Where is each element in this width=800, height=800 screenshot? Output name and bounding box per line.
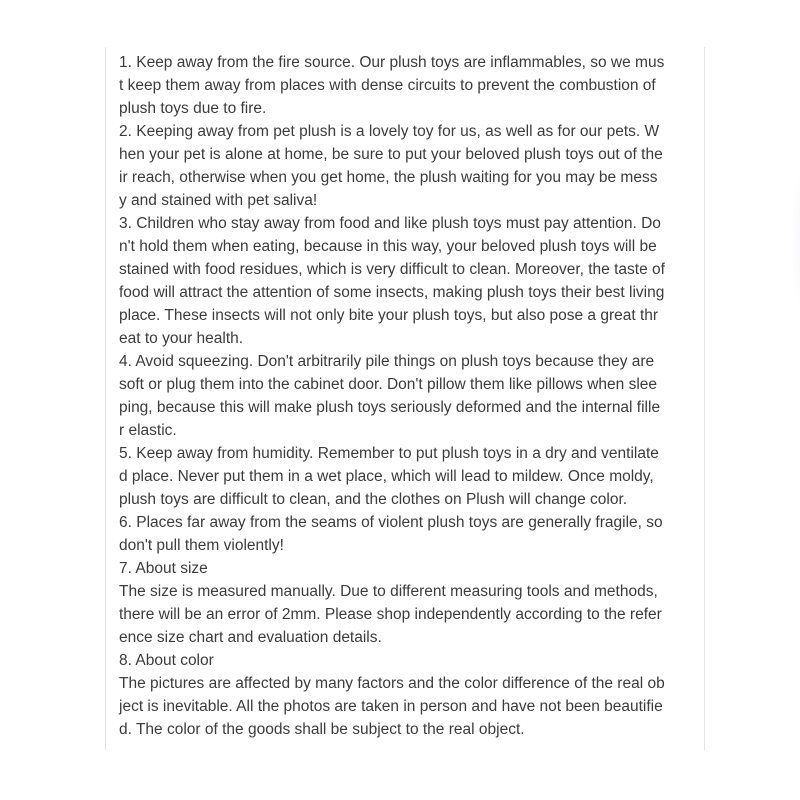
text-line: 1. Keep away from the fire source. Our plush toys are inflammables, so we mus [119,54,665,71]
text-line: ence size chart and evaluation details. [119,629,382,646]
text-line: n't hold them when eating, because in this way, your beloved plush toys will be [119,238,657,255]
right-divider [704,47,705,750]
left-divider [105,47,106,750]
text-line: The pictures are affected by many factors and the color difference of the real ob [119,675,665,692]
text-line: plush toys due to fire. [119,100,267,117]
text-line: t keep them away from places with dense circuits to prevent the combustion of [119,77,656,94]
text-line: d place. Never put them in a wet place, which will lead to mildew. Once moldy, [119,468,654,485]
text-line: food will attract the attention of some insects, making plush toys their best living [119,284,665,301]
text-line: 3. Children who stay away from food and like plush toys must pay attention. Do [119,215,661,232]
description-text [119,51,697,741]
text-line: hen your pet is alone at home, be sure to put your beloved plush toys out of the [119,146,663,163]
text-line: 2. Keeping away from pet plush is a lovely toy for us, as well as for our pets. W [119,123,660,140]
text-line: there will be an error of 2mm. Please shop independently according to the refer [119,606,662,623]
text-line: don't pull them violently! [119,537,284,554]
text-line: stained with food residues, which is very difficult to clean. Moreover, the taste of [119,261,665,278]
text-line: soft or plug them into the cabinet door. Don't pillow them like pillows when slee [119,376,657,393]
text-line: 7. About size [119,560,208,577]
text-line: ject is inevitable. All the photos are taken in person and have not been beautifie [119,698,663,715]
text-line: ping, because this will make plush toys seriously deformed and the internal fille [119,399,661,416]
text-line: plush toys are difficult to clean, and the clothes on Plush will change color. [119,491,628,508]
text-line: eat to your health. [119,330,244,347]
text-line: The size is measured manually. Due to different measuring tools and methods, [119,583,658,600]
edge-shadow [792,150,800,330]
text-line: r elastic. [119,422,177,439]
text-line: 5. Keep away from humidity. Remember to put plush toys in a dry and ventilate [119,445,659,462]
text-line: place. These insects will not only bite your plush toys, but also pose a great thr [119,307,659,324]
text-line: d. The color of the goods shall be subject to the real object. [119,721,525,738]
text-line: y and stained with pet saliva! [119,192,318,209]
text-line: ir reach, otherwise when you get home, the plush waiting for you may be mess [119,169,658,186]
text-line: 4. Avoid squeezing. Don't arbitrarily pile things on plush toys because they are [119,353,655,370]
text-line: 8. About color [119,652,214,669]
text-line: 6. Places far away from the seams of violent plush toys are generally fragile, so [119,514,663,531]
